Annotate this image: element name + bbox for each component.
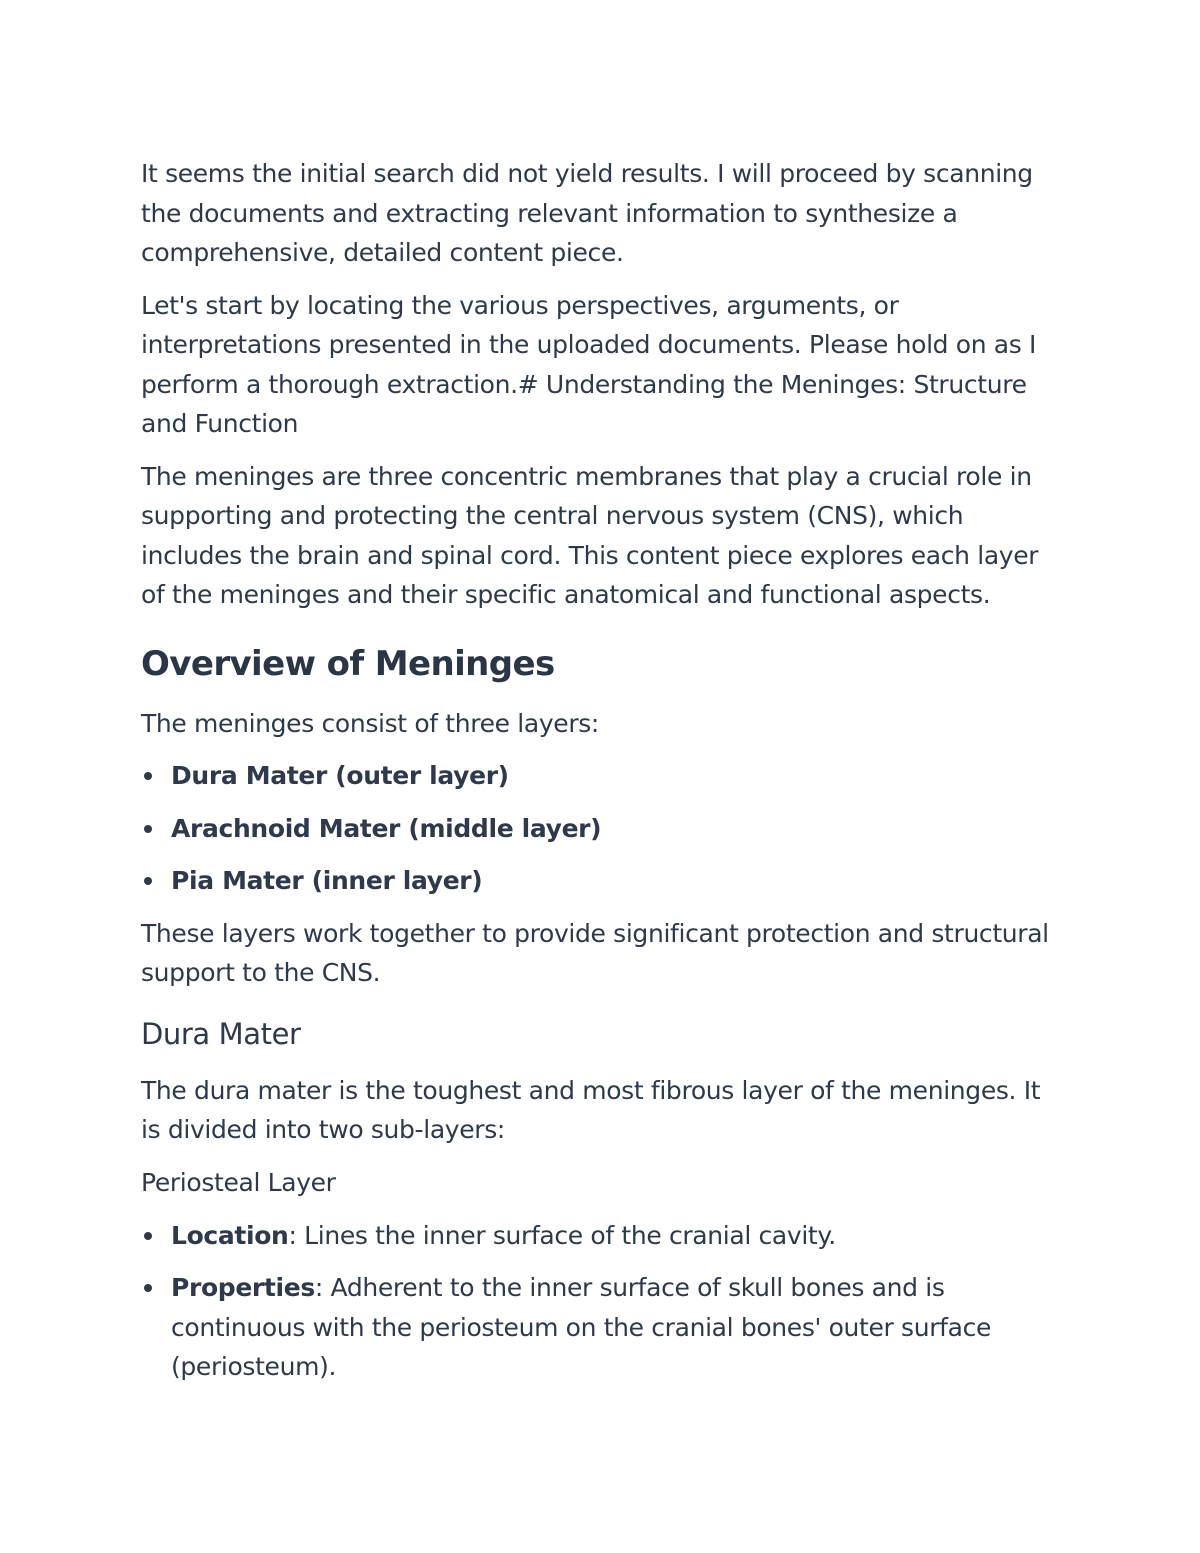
layers-list [141,756,1056,901]
intro-paragraph: It seems the initial search did not yield results. I will proceed by scanning the documents and extracting relevant information to synthesize a comprehensive, detailed content piece. [141,159,1033,267]
meninges-intro-paragraph: The meninges are three concentric membranes that play a crucial role in supporting and protecting the central nervous system (CNS), which includes the brain and spinal cord. This content piece explores each layer of the meninges and their specific anatomical and functional aspects. [141,461,1039,609]
periosteal-list [141,1216,1056,1387]
location-text: : Lines the inner surface of the cranial cavity. [288,1220,836,1250]
dura-heading: Dura Mater [141,1016,301,1051]
properties-term: Properties [171,1273,315,1302]
periosteal-heading: Periosteal Layer [141,1167,336,1197]
list-item-pia: Pia Mater (inner layer) [141,861,1056,901]
list-item-properties [141,1268,1056,1387]
overview-heading: Overview of Meninges [141,643,555,684]
list-item-arachnoid: Arachnoid Mater (middle layer) [141,809,1056,849]
dura-description: The dura mater is the toughest and most fibrous layer of the meninges. It is divided into two sub-layers: [141,1075,1041,1144]
start-paragraph: Let's start by locating the various perspectives, arguments, or interpretations presented in the uploaded documents. Please hold on as I perform a thorough extraction.# Understanding the Meninges: Structure and Function [141,290,1037,438]
together-paragraph: These layers work together to provide significant protection and structural support to the CNS. [141,918,1049,987]
properties-text: : Adherent to the inner surface of skull bones and is continuous with the periosteum on the cranial bones' outer surface (periosteum). [171,1273,992,1381]
consist-paragraph: The meninges consist of three layers: [141,708,600,738]
list-item-dura: Dura Mater (outer layer) [141,756,1056,796]
document-page [141,154,1056,1400]
list-item-location [141,1216,1056,1256]
location-term: Location [171,1220,289,1250]
